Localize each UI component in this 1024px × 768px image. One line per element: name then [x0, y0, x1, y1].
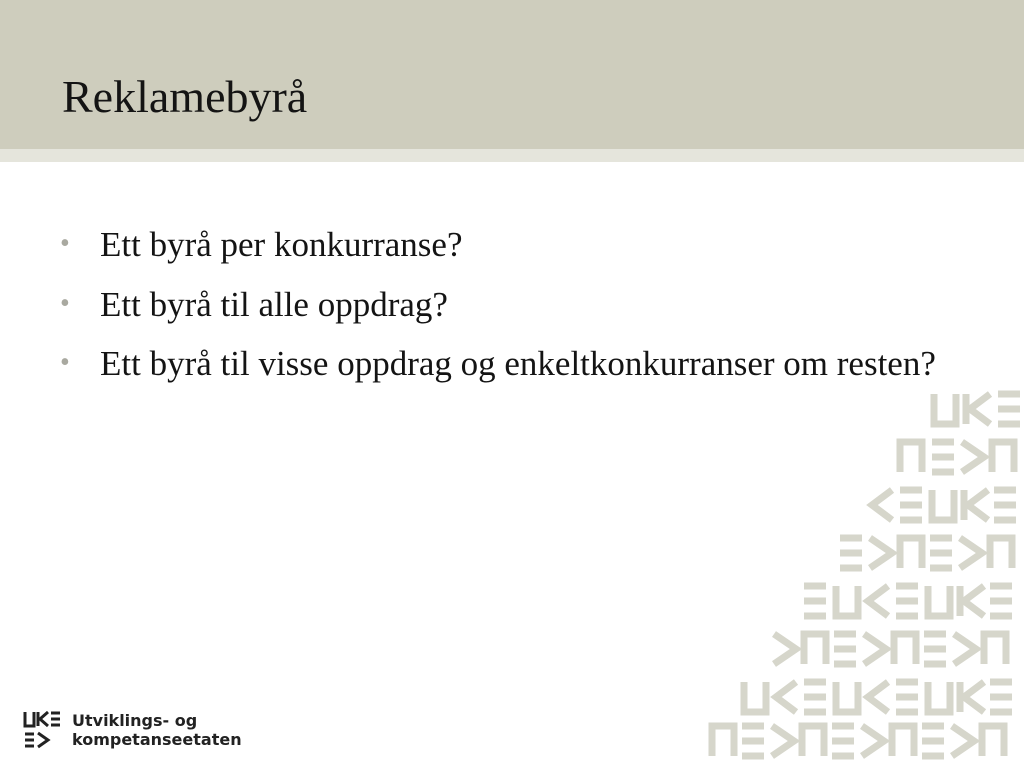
- uke-pattern-icon: [700, 390, 1024, 760]
- logo-line-2: kompetanseetaten: [72, 730, 242, 749]
- bullet-item: [56, 341, 956, 387]
- bullet-item: [56, 282, 956, 328]
- bullet-dot-icon: •: [60, 228, 70, 259]
- uke-logo-icon: [22, 710, 62, 750]
- bullet-dot-icon: •: [60, 287, 70, 319]
- header-stripe: [0, 149, 1024, 162]
- slide-title: Reklamebyrå: [62, 71, 308, 122]
- uke-logo: [22, 710, 242, 750]
- bullet-text: Ett byrå til alle oppdrag?: [100, 284, 448, 324]
- bullet-list: [56, 222, 956, 401]
- bullet-text: Ett byrå per konkurranse?: [100, 225, 463, 264]
- bullet-item: [56, 222, 956, 268]
- logo-line-1: Utviklings- og: [72, 710, 198, 730]
- bullet-text: Ett byrå til visse oppdrag og enkeltkonkurranser om resten?: [100, 344, 936, 383]
- bullet-dot-icon: •: [60, 347, 70, 378]
